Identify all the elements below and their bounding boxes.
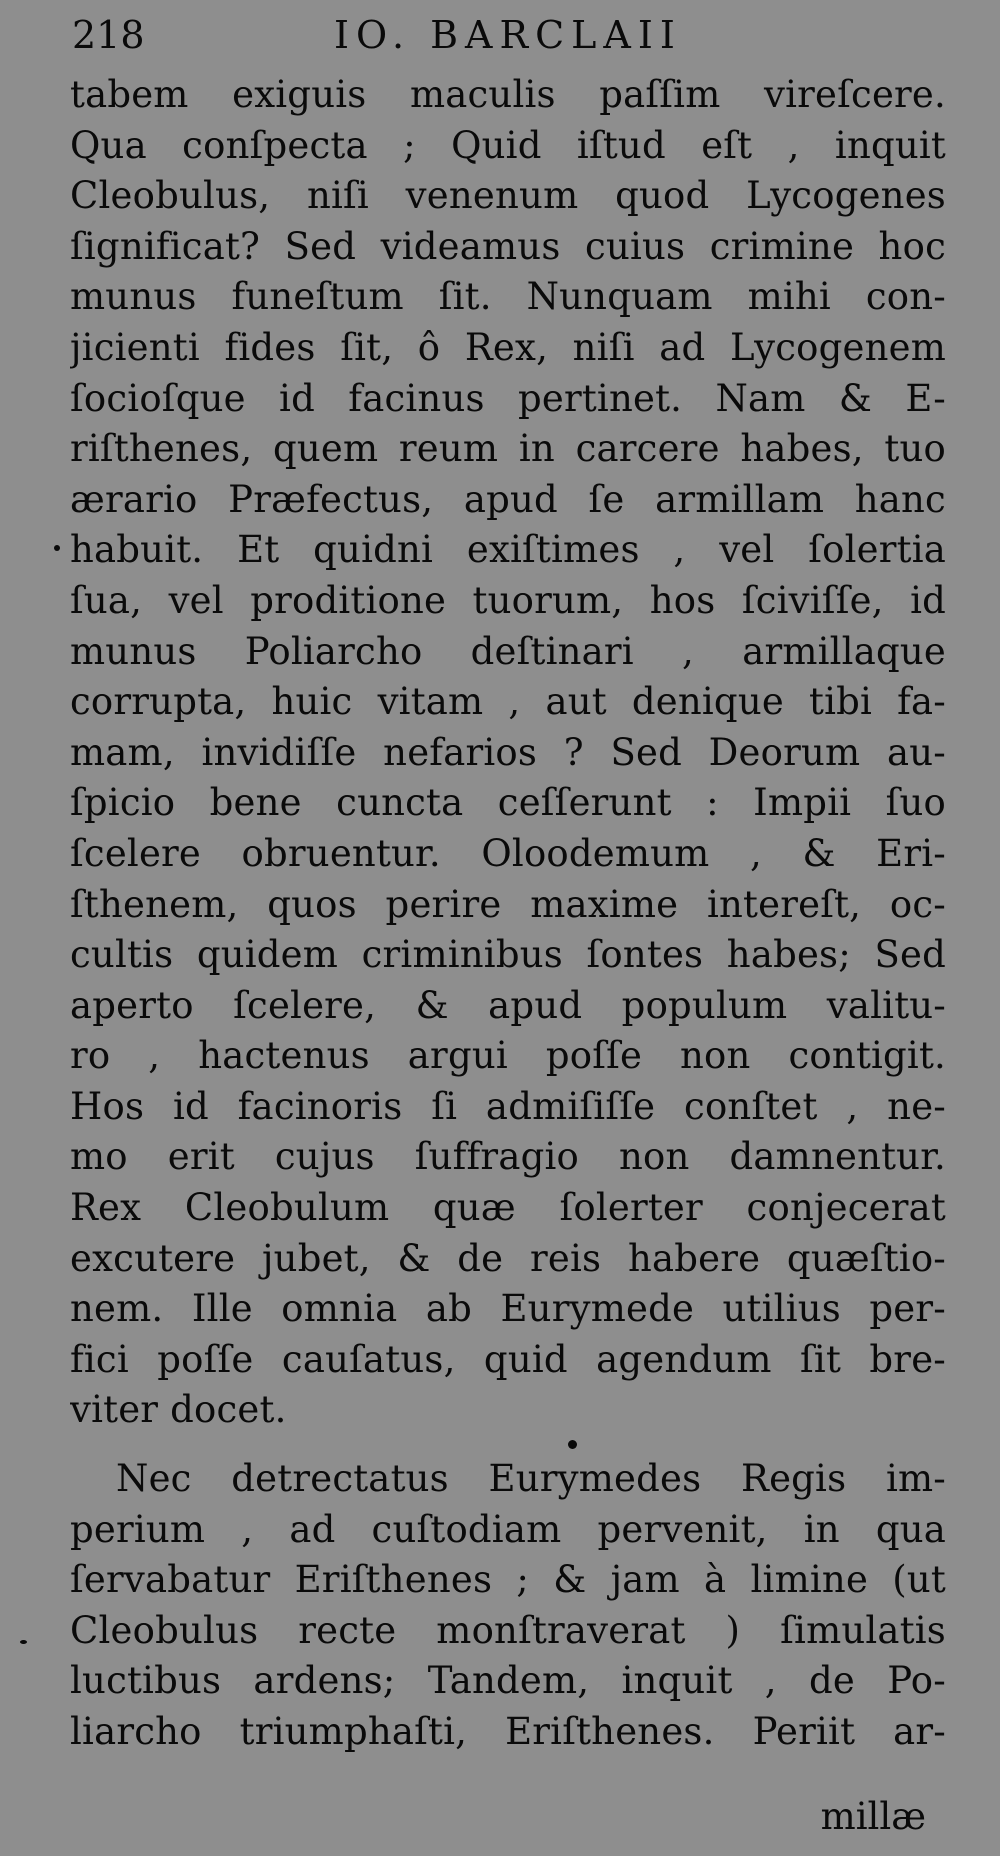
text-line: Cleobulus recte monſtraverat ) ſimulatis bbox=[70, 1608, 946, 1652]
text-line: munus funeſtum ſit. Nunquam mihi con- bbox=[70, 275, 946, 319]
text-line: Qua conſpecta ; Quid iſtud eſt , inquit bbox=[70, 123, 946, 167]
text-line: ſua, vel proditione tuorum, hos ſciviſſe, id bbox=[70, 578, 946, 622]
text-line: Hos id facinoris ſi admiſiſſe conſtet , ne- bbox=[70, 1084, 946, 1128]
text-line: liarcho triumphaſti, Eriſthenes. Periit ar- bbox=[70, 1710, 946, 1753]
running-head: IO. BARCLAII bbox=[334, 13, 682, 57]
text-line: habuit. Et quidni exiſtimes , vel ſolertia bbox=[70, 528, 946, 572]
text-line: perium , ad cuſtodiam pervenit, in qua bbox=[70, 1507, 946, 1551]
text-line: nem. Ille omnia ab Eurymede utilius per- bbox=[70, 1287, 946, 1331]
text-line: ſcelere obruentur. Oloodemum , & Eri- bbox=[70, 831, 946, 875]
text-line: riſthenes, quem reum in carcere habes, tuo bbox=[70, 427, 946, 471]
text-line: mam, invidiſſe nefarios ? Sed Deorum au- bbox=[70, 730, 946, 774]
text-line: munus Poliarcho deſtinari , armillaque bbox=[70, 629, 946, 673]
paragraph bbox=[70, 1454, 946, 1758]
text-line: fici poſſe cauſatus, quid agendum ſit bre- bbox=[70, 1337, 946, 1381]
page-header bbox=[72, 8, 952, 62]
text-line: ærario Præfectus, apud ſe armillam hanc bbox=[70, 477, 946, 521]
ink-speck bbox=[20, 1640, 27, 1644]
paragraph bbox=[70, 70, 946, 1436]
text-line: cultis quidem criminibus ſontes habes; Sed bbox=[70, 933, 946, 977]
text-line: jicienti fides ſit, ô Rex, niſi ad Lycogenem bbox=[70, 325, 946, 369]
text-line: mo erit cujus ſuffragio non damnentur. bbox=[70, 1135, 946, 1179]
text-line: Cleobulus, niſi venenum quod Lycogenes bbox=[70, 174, 946, 218]
catchword: millæ bbox=[820, 1795, 926, 1838]
text-line: aperto ſcelere, & apud populum valitu- bbox=[70, 983, 946, 1027]
text-line: luctibus ardens; Tandem, inquit , de Po- bbox=[70, 1659, 946, 1703]
text-line: viter docet. bbox=[70, 1388, 287, 1432]
ink-speck bbox=[54, 545, 60, 551]
text-line: tabem exiguis maculis paſſim vireſcere. bbox=[70, 73, 946, 116]
text-line: ſocioſque id facinus pertinet. Nam & E- bbox=[70, 376, 946, 420]
text-line: Rex Cleobulum quæ ſolerter conjecerat bbox=[70, 1186, 946, 1230]
ink-speck bbox=[568, 1440, 577, 1449]
text-line: ſpicio bene cuncta ceſſerunt : Impii ſuo bbox=[70, 781, 946, 825]
text-line: corrupta, huic vitam , aut denique tibi fa- bbox=[70, 680, 946, 724]
text-line: ſervabatur Eriſthenes ; & jam à limine (ut bbox=[70, 1558, 946, 1602]
text-line: ro , hactenus argui poſſe non contigit. bbox=[70, 1034, 946, 1078]
paragraph-gap bbox=[70, 1436, 946, 1454]
page-number: 218 bbox=[72, 13, 145, 57]
text-line: excutere jubet, & de reis habere quæſtio- bbox=[70, 1236, 946, 1280]
text-line: Nec detrectatus Eurymedes Regis im- bbox=[116, 1457, 946, 1501]
text-block bbox=[70, 70, 946, 1758]
text-line: ſignificat? Sed videamus cuius crimine hoc bbox=[70, 224, 946, 268]
text-line: ſthenem, quos perire maxime intereſt, oc- bbox=[70, 882, 946, 926]
